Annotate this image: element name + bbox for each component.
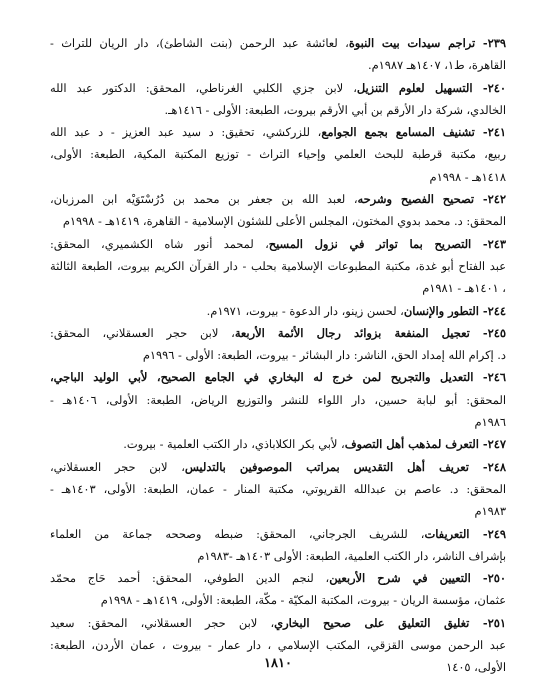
bibliography-list — [50, 32, 506, 679]
entry-number: ٢٤٢- — [482, 192, 506, 207]
entry-line — [50, 188, 506, 210]
entry-line — [50, 456, 506, 478]
entry-line — [50, 634, 506, 656]
entry-text: المحقق: د. محمد بدوي المختون، المجلس الأعلى للشئون الإسلامية - القاهرة، ١٤١٩هـ - ١٩٩٨م — [62, 214, 506, 229]
entry-line — [50, 389, 506, 411]
entry-line — [50, 612, 506, 634]
entry-text: عثمان، مؤسسة الريان - بيروت، المكتبة المكيّة - مكّة، الطبعة: الأولى، ١٤١٩هـ - ١٩٩٨م — [100, 593, 506, 608]
entry-line — [50, 500, 506, 522]
entry-line — [50, 99, 506, 121]
entry-text: المحقق: د. عاصم بن عبدالله القريوتي، مكتبة المنار - عمان، الطبعة: الأولى، ١٤٠٣هـ - — [50, 481, 506, 496]
entry-line — [50, 433, 506, 455]
entry-number: ٢٣٩- — [482, 36, 506, 50]
entry-details: ، للزركشي، تحقيق: د سيد عبد العزيز - د عبد الله — [50, 125, 322, 140]
entry-line — [50, 589, 506, 611]
entry-title: تعجيل المنفعة بزوائد رجال الأئمة الأربعة — [234, 325, 483, 340]
entry-text: القاهرة، ط١، ١٤٠٧هـ ١٩٨٧م. — [367, 58, 506, 73]
entry-number: ٢٤١- — [482, 125, 506, 140]
entry-details: ، لحسن زينو، دار الدعوة - بيروت، ١٩٧١م. — [206, 303, 404, 318]
entry-title: تصحيح الفصيح وشرحه — [357, 192, 483, 207]
entry-title: التعديل والتجريح لمن خرج له البخاري في الجامع الصحيح، لأبي الوليد الباجي، — [50, 370, 483, 385]
bibliography-entry — [50, 322, 506, 367]
entry-line — [50, 523, 506, 545]
entry-line — [50, 166, 506, 188]
entry-details: ، لابن جزي الكلبي الغرناطي، المحقق: الدكتور عبد الله — [50, 80, 357, 95]
entry-title: التطور والإنسان — [403, 303, 483, 318]
entry-title: التسهيل لعلوم التنزيل — [356, 80, 483, 95]
entry-number: ٢٤٨- — [482, 459, 506, 474]
entry-line — [50, 277, 506, 299]
entry-text: ١٩٨٦م — [474, 415, 506, 430]
bibliography-entry — [50, 433, 506, 455]
page-number: ١٨١٠ — [264, 656, 292, 671]
entry-number: ٢٤٧- — [482, 437, 506, 452]
bibliography-entry — [50, 121, 506, 188]
entry-line — [50, 233, 506, 255]
entry-number: ٢٤٥- — [482, 325, 506, 340]
entry-number: ٢٤٦- — [482, 370, 506, 385]
entry-number: ٢٤٠- — [482, 80, 506, 95]
entry-text: المحقق: أبو لبابة حسين، دار اللواء للنشر والتوزيع الرياض، الطبعة: الأولى، ١٤٠٦هـ - — [50, 392, 506, 407]
entry-line — [50, 300, 506, 322]
entry-text: الأولى، ١٤٠٥ — [446, 660, 506, 675]
entry-title: تراجم سيدات بيت النبوة — [348, 36, 483, 50]
entry-line — [50, 54, 506, 76]
entry-text: عبد الفتاح أبو غدة، مكتبة المطبوعات الإسلامية بحلب - دار القرآن الكريم بيروت، الطبعة الثالثة — [50, 258, 506, 273]
entry-title: تغليق التعليق على صحيح البخاري — [274, 615, 483, 630]
bibliography-entry — [50, 77, 506, 122]
entry-line — [50, 32, 506, 54]
entry-details: ، لابن حجر العسقلاني، المحقق: سعيد — [50, 615, 275, 630]
entry-title: تعريف أهل التقديس بمراتب الموصوفين بالتدليس — [184, 459, 483, 474]
entry-line — [50, 210, 506, 232]
entry-details: ، لعائشة عبد الرحمن (بنت الشاطئ)، دار الريان للتراث - — [50, 36, 349, 50]
bibliography-entry — [50, 300, 506, 322]
bibliography-entry — [50, 523, 506, 568]
entry-number: ٢٥١- — [482, 615, 506, 630]
entry-line — [50, 143, 506, 165]
entry-details: ، لابن حجر العسقلاني، — [50, 459, 185, 474]
bibliography-entry — [50, 366, 506, 433]
entry-line — [50, 255, 506, 277]
entry-text: ١٤١٨هـ - ١٩٩٨م — [429, 169, 506, 184]
entry-number: ٢٤٣- — [482, 236, 506, 251]
entry-text: ، ١٤٠١هـ - ١٩٨١م — [422, 281, 506, 296]
entry-line — [50, 366, 506, 388]
entry-details: ، للشريف الجرجاني، المحقق: ضبطه وصححه جماعة من العلماء — [50, 526, 425, 541]
entry-text: ربيع، مكتبة قرطبة للبحث العلمي وإحياء التراث - توزيع المكتبة المكية، الطبعة: الأولى، — [50, 147, 506, 162]
entry-title: التعرف لمذهب أهل التصوف — [344, 437, 483, 452]
entry-text: ١٩٨٣م — [474, 504, 506, 519]
bibliography-entry — [50, 188, 506, 233]
bibliography-entry — [50, 233, 506, 300]
entry-line — [50, 121, 506, 143]
entry-title: التعيين في شرح الأربعين — [329, 571, 483, 586]
entry-title: تشنيف المسامع بجمع الجوامع — [321, 125, 483, 140]
entry-line — [50, 545, 506, 567]
entry-details: ، لمحمد أنور شاه الكشميري، المحقق: — [50, 236, 269, 251]
entry-details: ، لنجم الدين الطوفي، المحقق: أحمد حَاج محمّد — [50, 571, 330, 586]
entry-line — [50, 478, 506, 500]
entry-title: التعريفات — [424, 526, 483, 541]
entry-details: ، لابن حجر العسقلاني، المحقق: — [50, 325, 235, 340]
entry-line — [50, 567, 506, 589]
entry-title: التصريح بما تواتر في نزول المسيح — [268, 236, 483, 251]
entry-number: ٢٥٠- — [482, 571, 506, 586]
entry-line — [50, 322, 506, 344]
entry-text: بإشراف الناشر، دار الكتب العلمية، الطبعة: الأولى ١٤٠٣هـ -١٩٨٣م — [197, 548, 506, 563]
entry-text: د. إكرام الله إمداد الحق، الناشر: دار البشائر - بيروت، الطبعة: الأولى - ١٩٩٦م — [142, 348, 506, 363]
entry-text: الخالدي، شركة دار الأرقم بن أبي الأرقم بيروت، الطبعة: الأولى - ١٤١٦هـ. — [164, 102, 506, 117]
entry-line — [50, 411, 506, 433]
entry-text: عبد الرحمن موسى القزقي، المكتب الإسلامي ، دار عمار - بيروت ، عمان الأردن، الطبعة: — [50, 638, 506, 653]
entry-line — [50, 344, 506, 366]
entry-details: ، لأبي بكر الكلاباذي، دار الكتب العلمية - بيروت. — [123, 437, 345, 452]
entry-line — [50, 77, 506, 99]
entry-number: ٢٤٤- — [482, 303, 506, 318]
bibliography-entry — [50, 32, 506, 77]
bibliography-entry — [50, 456, 506, 523]
entry-number: ٢٤٩- — [482, 526, 506, 541]
entry-details: ، لعبد الله بن جعفر بن محمد بن دُرُسْتَوَيْه ابن المرزبان، — [50, 192, 358, 207]
bibliography-entry — [50, 567, 506, 612]
